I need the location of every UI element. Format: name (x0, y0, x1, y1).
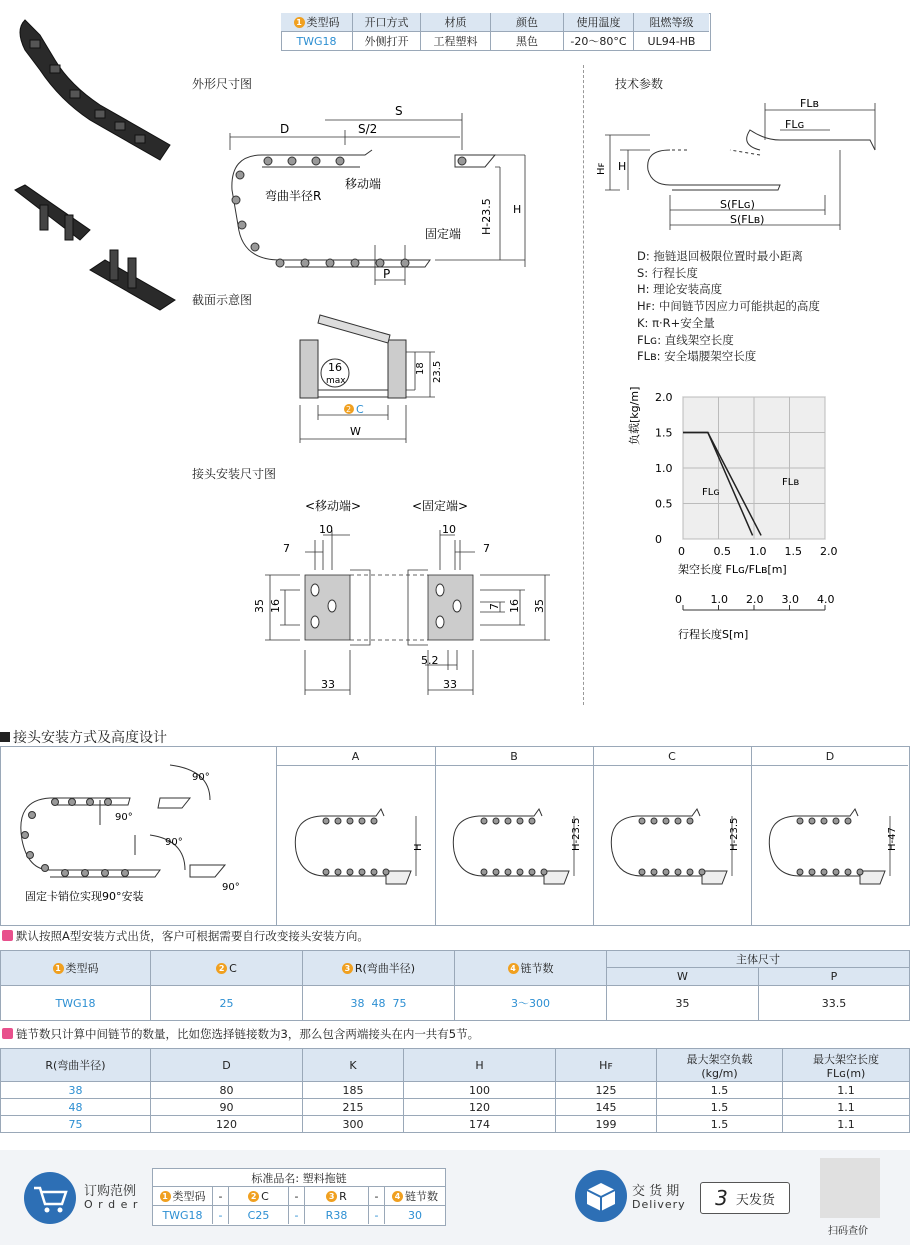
t2-v-links: 3～300 (455, 986, 607, 1021)
dim-7a: 7 (283, 542, 290, 555)
joint-drawing (245, 490, 565, 700)
chart-xtick: 1.0 (749, 545, 767, 558)
chart-xtick2: 2.0 (746, 593, 764, 606)
t2-v-p: 33.5 (759, 986, 910, 1021)
t3-cell: 1.5 (657, 1082, 783, 1099)
dim-D: D (280, 122, 290, 136)
chart-ytick: 1.5 (655, 426, 673, 440)
note1: 默认按照A型安装方式出货，客户可根据需要自行改变接头安装方向。 (2, 928, 369, 944)
t2-h-p: P (759, 968, 910, 986)
t2-v-c: 25 (151, 986, 303, 1021)
t3-cell: 90 (151, 1099, 303, 1116)
spec-value-material: 工程塑料 (421, 32, 491, 50)
chart-xtick2: 3.0 (781, 593, 799, 606)
t3-cell: 120 (404, 1099, 556, 1116)
joint-title: 接头安装尺寸图 (192, 467, 277, 481)
delivery-box-icon (573, 1168, 629, 1224)
dim-P: P (383, 267, 391, 281)
t3-header-4: Hꜰ (556, 1048, 657, 1082)
cart-icon (22, 1170, 78, 1226)
chart-series-label-flg: FLɢ (702, 487, 720, 498)
table2 (0, 950, 910, 1022)
chart-xtick2: 0 (675, 593, 682, 606)
t3-cell: 300 (303, 1116, 404, 1133)
chart-xtick: 2.0 (820, 545, 838, 558)
t3-header-0: R(弯曲半径) (0, 1048, 151, 1082)
spec-header-color: 颜色 (491, 13, 564, 32)
delivery-en: Delivery (632, 1198, 686, 1211)
order-v-c: C25 (229, 1206, 289, 1224)
t3-header-6: 最大架空长度 FLɢ(m) (783, 1048, 910, 1082)
spec-value-open: 外侧打开 (353, 32, 421, 50)
dim-7c: 7 (488, 603, 501, 610)
t3-cell: 174 (404, 1116, 556, 1133)
delivery-days: 3 天发货 (700, 1182, 790, 1214)
dim-max: max (326, 376, 346, 386)
spec-header-material: 材质 (421, 13, 491, 32)
order-v-links: 30 (408, 1208, 422, 1222)
t3-cell: 199 (556, 1116, 657, 1133)
load-chart (620, 385, 880, 645)
def-FLG: FLɢ: 直线架空长度 (637, 332, 734, 347)
col-C: C (668, 749, 676, 763)
t3-cell: 185 (303, 1082, 404, 1099)
t2-h-main: 主体尺寸 (607, 950, 910, 968)
spec-header-type: 1 类型码 (281, 13, 353, 32)
col-D: D (825, 749, 835, 763)
dim-10b: 10 (442, 523, 456, 536)
t3-header-3: H (404, 1048, 556, 1082)
t3-cell: 100 (404, 1082, 556, 1099)
t2-h-c: 2 C (151, 950, 303, 986)
dim-H: H (513, 203, 522, 216)
order-v-type: TWG18 (153, 1206, 213, 1224)
definitions-list (637, 248, 820, 365)
def-FLB: FLʙ: 安全塌腰架空长度 (637, 349, 757, 364)
outline-title: 外形尺寸图 (192, 77, 253, 91)
t2-v-type: TWG18 (0, 986, 151, 1021)
dim-16b: 16 (508, 599, 521, 613)
tech-SFLB: S(FLʙ) (730, 213, 765, 226)
outline-drawing (200, 95, 540, 290)
dim-7b: 7 (483, 542, 490, 555)
chart-xtick: 0 (678, 545, 685, 558)
t3-cell: 120 (151, 1116, 303, 1133)
label-bend: 弯曲半径R (265, 189, 322, 203)
dim-16: 16 (328, 361, 342, 374)
order-en: O r d e r (84, 1198, 139, 1211)
t3-cell: 1.5 (657, 1116, 783, 1133)
order-cn: 订购范例 (84, 1184, 137, 1199)
t3-cell: 145 (556, 1099, 657, 1116)
dim-W: W (350, 425, 361, 438)
variant-D (769, 809, 898, 884)
note2: 链节数只计算中间链节的数量，比如您选择链接数为3，那么包含两端接头在内一共有5节。 (2, 1026, 479, 1042)
def-K: K: π·R+安全量 (637, 315, 715, 330)
spec-header-flame: 阻燃等级 (634, 13, 709, 32)
spec-header-open: 开口方式 (353, 13, 421, 32)
t3-cell: 75 (0, 1116, 151, 1133)
t3-cell: 48 (0, 1099, 151, 1116)
rotate-caption: 固定卡销位实现90°安装 (25, 890, 144, 903)
spec-table-grid (281, 13, 711, 51)
spec-value-type: TWG18 (281, 32, 353, 50)
std-name: 标准品名: 塑料拖链 (153, 1169, 445, 1187)
chart-ytick: 1.0 (655, 462, 673, 475)
variant-height-1: H-23.5 (571, 817, 582, 851)
variant-height-0: H (413, 843, 424, 851)
t2-v-r: 38 48 75 (303, 986, 455, 1021)
chart-xtick2: 4.0 (817, 593, 835, 606)
variant-B (453, 809, 582, 884)
dim-35a: 35 (253, 599, 266, 613)
dim-H235: H-23.5 (480, 198, 493, 235)
chart-ytick: 2.0 (655, 391, 673, 404)
tech-FLB: FLʙ (800, 97, 819, 110)
label-move: <移动端> (305, 499, 362, 513)
install-variants (276, 766, 909, 924)
section2-title: 接头安装方式及高度设计 (0, 727, 167, 747)
scan-label: 扫码查价 (828, 1226, 868, 1237)
rotate-install-drawing (10, 760, 270, 920)
dim-235: 23.5 (432, 360, 443, 383)
dim-C: C (356, 403, 364, 416)
label-move-end: 移动端 (345, 177, 382, 191)
t2-h-r: 3 R(弯曲半径) (303, 950, 455, 986)
angle-3: 90° (165, 837, 183, 848)
t2-h-type: 1 类型码 (0, 950, 151, 986)
angle-2: 90° (115, 812, 133, 823)
chart-ytick: 0 (655, 533, 662, 546)
variant-C (611, 809, 740, 884)
tech-FLG: FLɢ (785, 118, 805, 131)
t3-header-5: 最大架空负载 (kg/m) (657, 1048, 783, 1082)
t3-cell: 1.1 (783, 1099, 910, 1116)
section-drawing (290, 305, 470, 445)
chart-ytick: 0.5 (655, 497, 673, 511)
def-HF: Hꜰ: 中间链节因应力可能拱起的高度 (637, 299, 820, 314)
def-S: S: 行程长度 (637, 265, 698, 280)
col-A: A (351, 749, 360, 763)
tech-H: H (618, 160, 627, 173)
square-bullet-icon (0, 732, 10, 742)
t3-cell: 1.1 (783, 1082, 910, 1099)
spec-value-temp: -20～80°C (564, 32, 634, 50)
order-v-r: R38 (305, 1206, 369, 1224)
note-icon (2, 930, 13, 941)
spec-header-temp: 使用温度 (564, 13, 634, 32)
chart-xlabel: 架空长度 FLɢ/FLʙ[m] (678, 563, 787, 576)
t2-v-w: 35 (607, 986, 759, 1021)
product-photo (10, 10, 180, 330)
dim-35b: 35 (533, 599, 546, 613)
dim-33a: 33 (321, 678, 335, 691)
dim-16a: 16 (269, 599, 282, 613)
chart-xtick: 1.5 (784, 545, 802, 558)
label-fixed: <固定端> (412, 499, 469, 513)
chart-xtick2: 1.0 (710, 593, 728, 606)
tech-title: 技术参数 (615, 77, 664, 91)
col-B: B (510, 749, 518, 763)
variant-height-2: H-23.5 (729, 817, 740, 851)
t2-h-links: 4 链节数 (455, 950, 607, 986)
spec-value-color: 黑色 (491, 32, 564, 50)
qr-code[interactable] (820, 1158, 880, 1218)
t2-h-w: W (607, 968, 759, 986)
t3-cell: 215 (303, 1099, 404, 1116)
dim-18: 18 (415, 362, 426, 375)
t3-cell: 1.5 (657, 1099, 783, 1116)
variant-A (295, 809, 424, 884)
table3 (0, 1048, 910, 1136)
tech-HF: Hꜰ (596, 162, 607, 175)
angle-1: 90° (192, 772, 210, 783)
chart-ylabel: 负载[kg/m] (628, 386, 641, 445)
label-fixed-end: 固定端 (425, 227, 462, 241)
dim-S2: S/2 (358, 122, 378, 136)
dim-S: S (395, 104, 403, 118)
note-icon (2, 1028, 13, 1039)
dim-10a: 10 (319, 523, 333, 536)
t3-cell: 38 (0, 1082, 151, 1099)
chart-xlabel2: 行程长度S[m] (678, 628, 749, 641)
t3-cell: 1.1 (783, 1116, 910, 1133)
divider (583, 65, 584, 705)
t3-header-1: D (151, 1048, 303, 1082)
chart-xtick: 0.5 (713, 545, 731, 558)
tech-drawing (590, 95, 890, 240)
t3-cell: 80 (151, 1082, 303, 1099)
variant-height-3: H-47 (887, 827, 898, 851)
t3-cell: 125 (556, 1082, 657, 1099)
dim-52: 5.2 (421, 654, 439, 667)
chart-series-label-flb: FLʙ (782, 477, 800, 488)
order-table: 标准品名: 塑料拖链 1 类型码 - 2 C - 3 R - 4 链节数 TWG18 - C25 - R38 - 30 (152, 1168, 446, 1226)
tech-SFLG: S(FLɢ) (720, 198, 755, 211)
delivery-cn: 交 货 期 (632, 1184, 680, 1199)
dim-33b: 33 (443, 678, 457, 691)
section-title: 截面示意图 (192, 293, 253, 307)
c-badge: 2 (346, 405, 352, 414)
def-D: D: 拖链退回极限位置时最小距离 (637, 249, 803, 263)
angle-4: 90° (222, 882, 240, 893)
t3-header-2: K (303, 1048, 404, 1082)
def-H: H: 理论安装高度 (637, 282, 723, 297)
spec-value-flame: UL94-HB (647, 34, 696, 48)
